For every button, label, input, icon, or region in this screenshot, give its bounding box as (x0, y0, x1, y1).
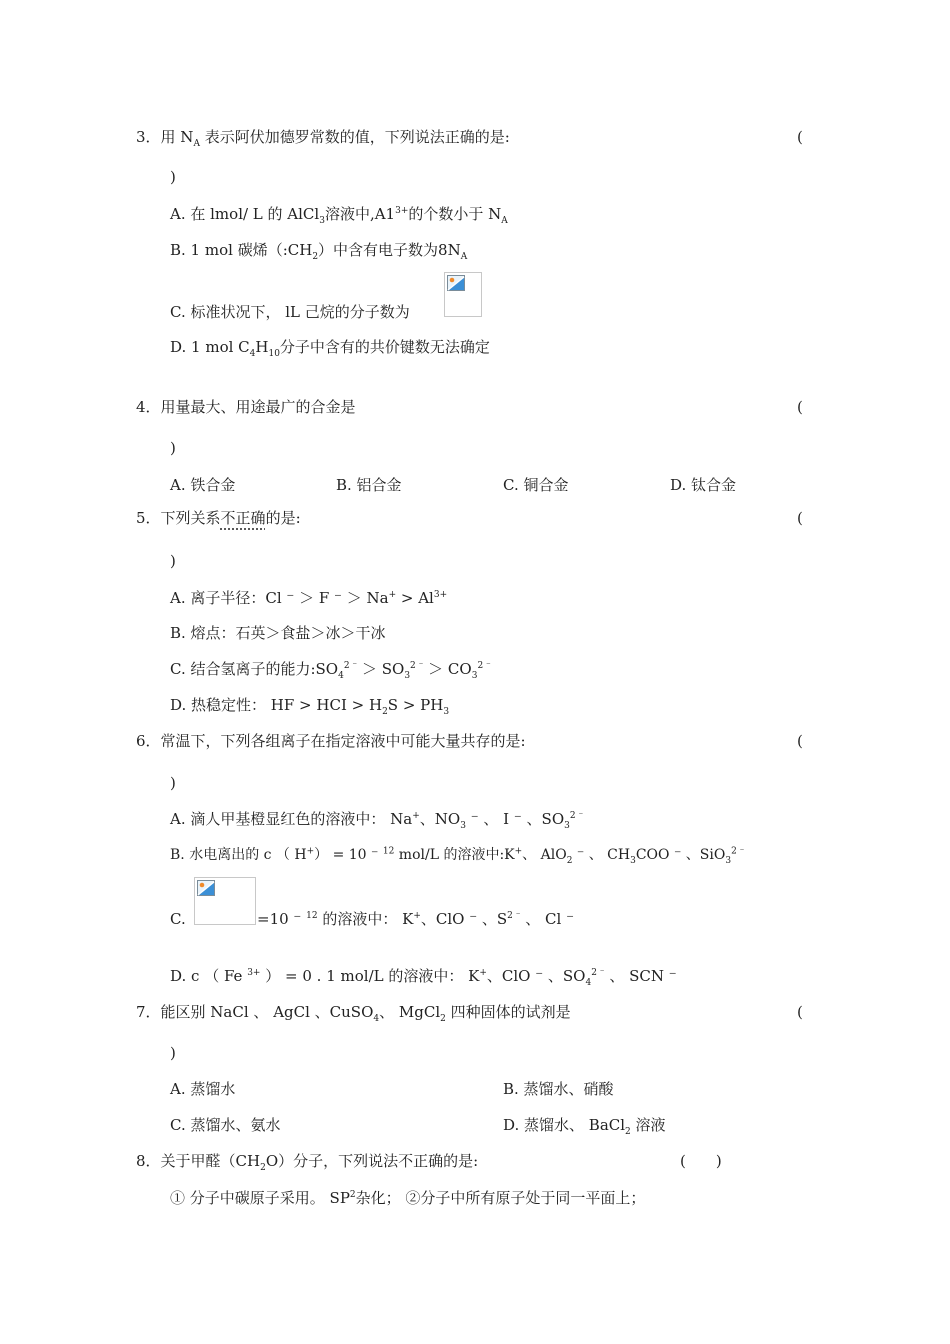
q6-paren-open: ( (797, 732, 803, 750)
q6-option-a: A. 滴人甲基橙显红色的溶液中： Na+、$NO_3$ ⁻ 、 I ⁻ 、$SO_3^{2 ^-}$ (170, 810, 584, 831)
broken-image-placeholder (444, 272, 482, 317)
q6-option-c-label: C. (170, 910, 186, 928)
q5-option-c: C. 结合氢离子的能力$:SO_4^{2 ^-} > SO_3^{2 ^-} > CO_3^{2 ^-}$ (170, 660, 491, 681)
q3-paren-close: ) (170, 168, 176, 186)
q7-option-b: B. 蒸馏水、硝酸 (503, 1080, 614, 1098)
q6-stem: 6．常温下，下列各组离子在指定溶液中可能大量共存的是: (136, 732, 526, 750)
q4-paren-open: ( (797, 398, 803, 416)
q8-stem: 8．关于甲醛$(CH_2O)$分子，下列说法不正确的是: (136, 1152, 479, 1173)
image-icon (447, 275, 465, 291)
q3-option-a: A. 在 lmol/ L 的 AlCl$_3$溶液中$,A1^{3+}$的个数小于 $N_A$ (170, 205, 508, 226)
broken-image-placeholder (194, 877, 256, 925)
q5-option-d: D. 热稳定性： HF > HCI > $H_2S > PH_3$ (170, 696, 450, 717)
q7-paren-open: ( (797, 1003, 803, 1021)
q3-option-d: D. 1 mol $C_4H_{10}$分子中含有的共价键数无法确定 (170, 338, 490, 359)
q4-paren-close: ) (170, 439, 176, 457)
q3-option-b: B. 1 mol 碳烯$(:CH_2)$中含有电子数为$8N_A$ (170, 241, 468, 262)
image-icon (197, 880, 215, 896)
emphasized-text: 不正确 (220, 509, 266, 527)
q5-option-a: A. 离子半径：Cl ⁻ ＞ F ⁻ ＞ $Na^+ > Al^{3+}$ (170, 589, 448, 607)
q5-paren-open: ( (797, 509, 803, 527)
q4-option-b: B. 铝合金 (336, 476, 402, 494)
q5-option-b: B. 熔点：石英＞食盐＞冰＞干冰 (170, 624, 386, 642)
q6-paren-close: ) (170, 774, 176, 792)
q8-statement-1: ① 分子中碳原子采用。 $SP^2$杂化； ②分子中所有原子处于同一平面上； (170, 1189, 646, 1207)
q7-option-d: D. 蒸馏水、 BaCl$_2$ 溶液 (503, 1116, 666, 1137)
q4-option-a: A. 铁合金 (170, 476, 236, 494)
q3-stem: 3．用 $N_A$ 表示阿伏加德罗常数的值，下列说法正确的是: (136, 128, 510, 149)
q4-option-d: D. 钛合金 (670, 476, 737, 494)
q7-stem: 7．能区别 NaCl 、 AgCl 、CuSO$_4$、 MgCl$_2$ 四种固体的试剂是 (136, 1003, 571, 1024)
q7-paren-close: ) (170, 1044, 176, 1062)
q6-option-d: D. c （ Fe $^{3+}$ ） = 0 . 1 mol/L 的溶液中： K+、ClO ⁻ 、$SO_4^{2 ^-}$ 、 SCN ⁻ (170, 967, 677, 988)
q3-paren-open: ( (797, 128, 803, 146)
q6-option-b: B. 水电离出的 c （ H+） = 10 ⁻ $^{12}$ mol/L 的溶液中:K+、 AlO$_2$ ⁻ 、 $CH_3COO$ ⁻ 、SiO$_3^{2 ^-}$ (170, 846, 745, 866)
q7-option-a: A. 蒸馏水 (170, 1080, 236, 1098)
q5-paren-close: ) (170, 552, 176, 570)
q3-option-c: C. 标准状况下， lL 己烷的分子数为 (170, 303, 410, 321)
q4-stem: 4．用量最大、用途最广的合金是 (136, 398, 356, 416)
q7-option-c: C. 蒸馏水、氨水 (170, 1116, 281, 1134)
q4-option-c: C. 铜合金 (503, 476, 569, 494)
q5-stem: 5．下列关系不正确的是: (136, 509, 301, 527)
q8-answer-paren: ( ) (680, 1152, 722, 1170)
q6-option-c: =10 ⁻ $^{12}$ 的溶液中： K+、ClO ⁻ 、$S^{2 ^-}$ 、 Cl ⁻ (257, 910, 575, 928)
